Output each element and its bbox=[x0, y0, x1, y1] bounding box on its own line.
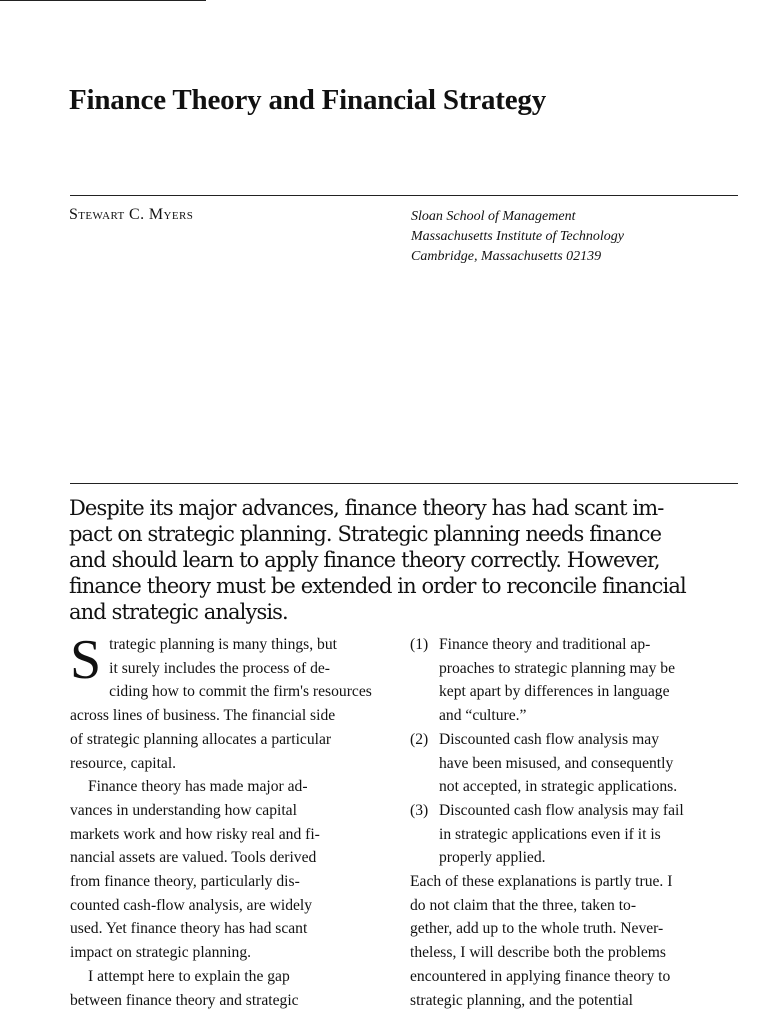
drop-cap: S bbox=[70, 629, 102, 691]
text-line: Finance theory and traditional ap- bbox=[439, 636, 651, 653]
text-line: properly applied. bbox=[439, 849, 546, 867]
text-line: gether, add up to the whole truth. Never- bbox=[410, 920, 664, 938]
text-line: trategic planning is many things, but bbox=[109, 636, 337, 653]
text-line: resource, capital. bbox=[70, 754, 177, 772]
top-edge-rule bbox=[0, 0, 206, 1]
text-line: markets work and how risky real and fi- bbox=[70, 825, 320, 843]
text-line: impact on strategic planning. bbox=[70, 944, 252, 962]
abstract-line: and strategic analysis. bbox=[69, 600, 288, 624]
text-line: have been misused, and consequently bbox=[439, 754, 674, 772]
abstract-line: finance theory must be extended in order to reconcile financial bbox=[69, 574, 686, 598]
affiliation-line: Cambridge, Massachusetts 02139 bbox=[411, 249, 602, 264]
text-line: Finance theory has made major ad- bbox=[88, 778, 308, 796]
text-line: proaches to strategic planning may be bbox=[439, 659, 675, 677]
abstract-line: Despite its major advances, finance theory has had scant im- bbox=[69, 496, 664, 520]
paragraph-finance-theory bbox=[70, 775, 395, 965]
list-item bbox=[410, 633, 740, 728]
text-line: encountered in applying finance theory to bbox=[410, 967, 671, 985]
text-line: across lines of business. The financial side bbox=[70, 707, 336, 725]
text-line: counted cash-flow analysis, are widely bbox=[70, 896, 313, 914]
text-line: from finance theory, particularly dis- bbox=[70, 873, 300, 891]
affiliation-line: Massachusetts Institute of Technology bbox=[411, 229, 624, 244]
paragraph-attempt bbox=[70, 965, 395, 1012]
text-line: Discounted cash flow analysis may fail bbox=[439, 801, 684, 819]
list-number: (2) bbox=[410, 730, 429, 748]
text-line: in strategic applications even if it is bbox=[439, 825, 661, 843]
abstract-rule bbox=[70, 483, 738, 484]
text-line: used. Yet finance theory has had scant bbox=[70, 920, 308, 938]
text-line: strategic planning, and the potential bbox=[410, 991, 634, 1009]
affiliation-line: Sloan School of Management bbox=[411, 209, 576, 224]
text-line: I attempt here to explain the gap bbox=[88, 967, 290, 985]
list-number: (3) bbox=[410, 801, 429, 819]
header-rule bbox=[70, 195, 738, 196]
text-line: and “culture.” bbox=[439, 707, 527, 725]
text-line: vances in understanding how capital bbox=[70, 801, 297, 819]
abstract bbox=[69, 495, 741, 625]
paragraph-intro bbox=[70, 629, 395, 775]
abstract-line: pact on strategic planning. Strategic planning needs finance bbox=[69, 522, 662, 546]
text-line: of strategic planning allocates a particular bbox=[70, 730, 332, 748]
text-line: kept apart by differences in language bbox=[439, 683, 670, 701]
author-name: Stewart C. Myers bbox=[69, 206, 194, 223]
text-line: Each of these explanations is partly true. I bbox=[410, 873, 673, 891]
text-line: theless, I will describe both the problems bbox=[410, 944, 666, 962]
text-line: do not claim that the three, taken to- bbox=[410, 896, 637, 914]
list-item bbox=[410, 728, 740, 799]
text-line: not accepted, in strategic applications. bbox=[439, 778, 678, 796]
author-affiliation bbox=[411, 207, 624, 267]
body-column-left bbox=[70, 629, 395, 1012]
paper-title: Finance Theory and Financial Strategy bbox=[69, 84, 547, 116]
text-line: nancial assets are valued. Tools derived bbox=[70, 849, 317, 867]
text-line: it surely includes the process of de- bbox=[109, 659, 331, 677]
text-line: between finance theory and strategic bbox=[70, 991, 299, 1009]
text-line: ciding how to commit the firm's resources bbox=[109, 683, 372, 701]
body-column-right bbox=[410, 633, 740, 1012]
paragraph-explanations bbox=[410, 870, 740, 1012]
text-line: Discounted cash flow analysis may bbox=[439, 730, 659, 748]
abstract-line: and should learn to apply finance theory correctly. However, bbox=[69, 548, 660, 572]
list-number: (1) bbox=[410, 636, 429, 653]
list-item bbox=[410, 799, 740, 870]
